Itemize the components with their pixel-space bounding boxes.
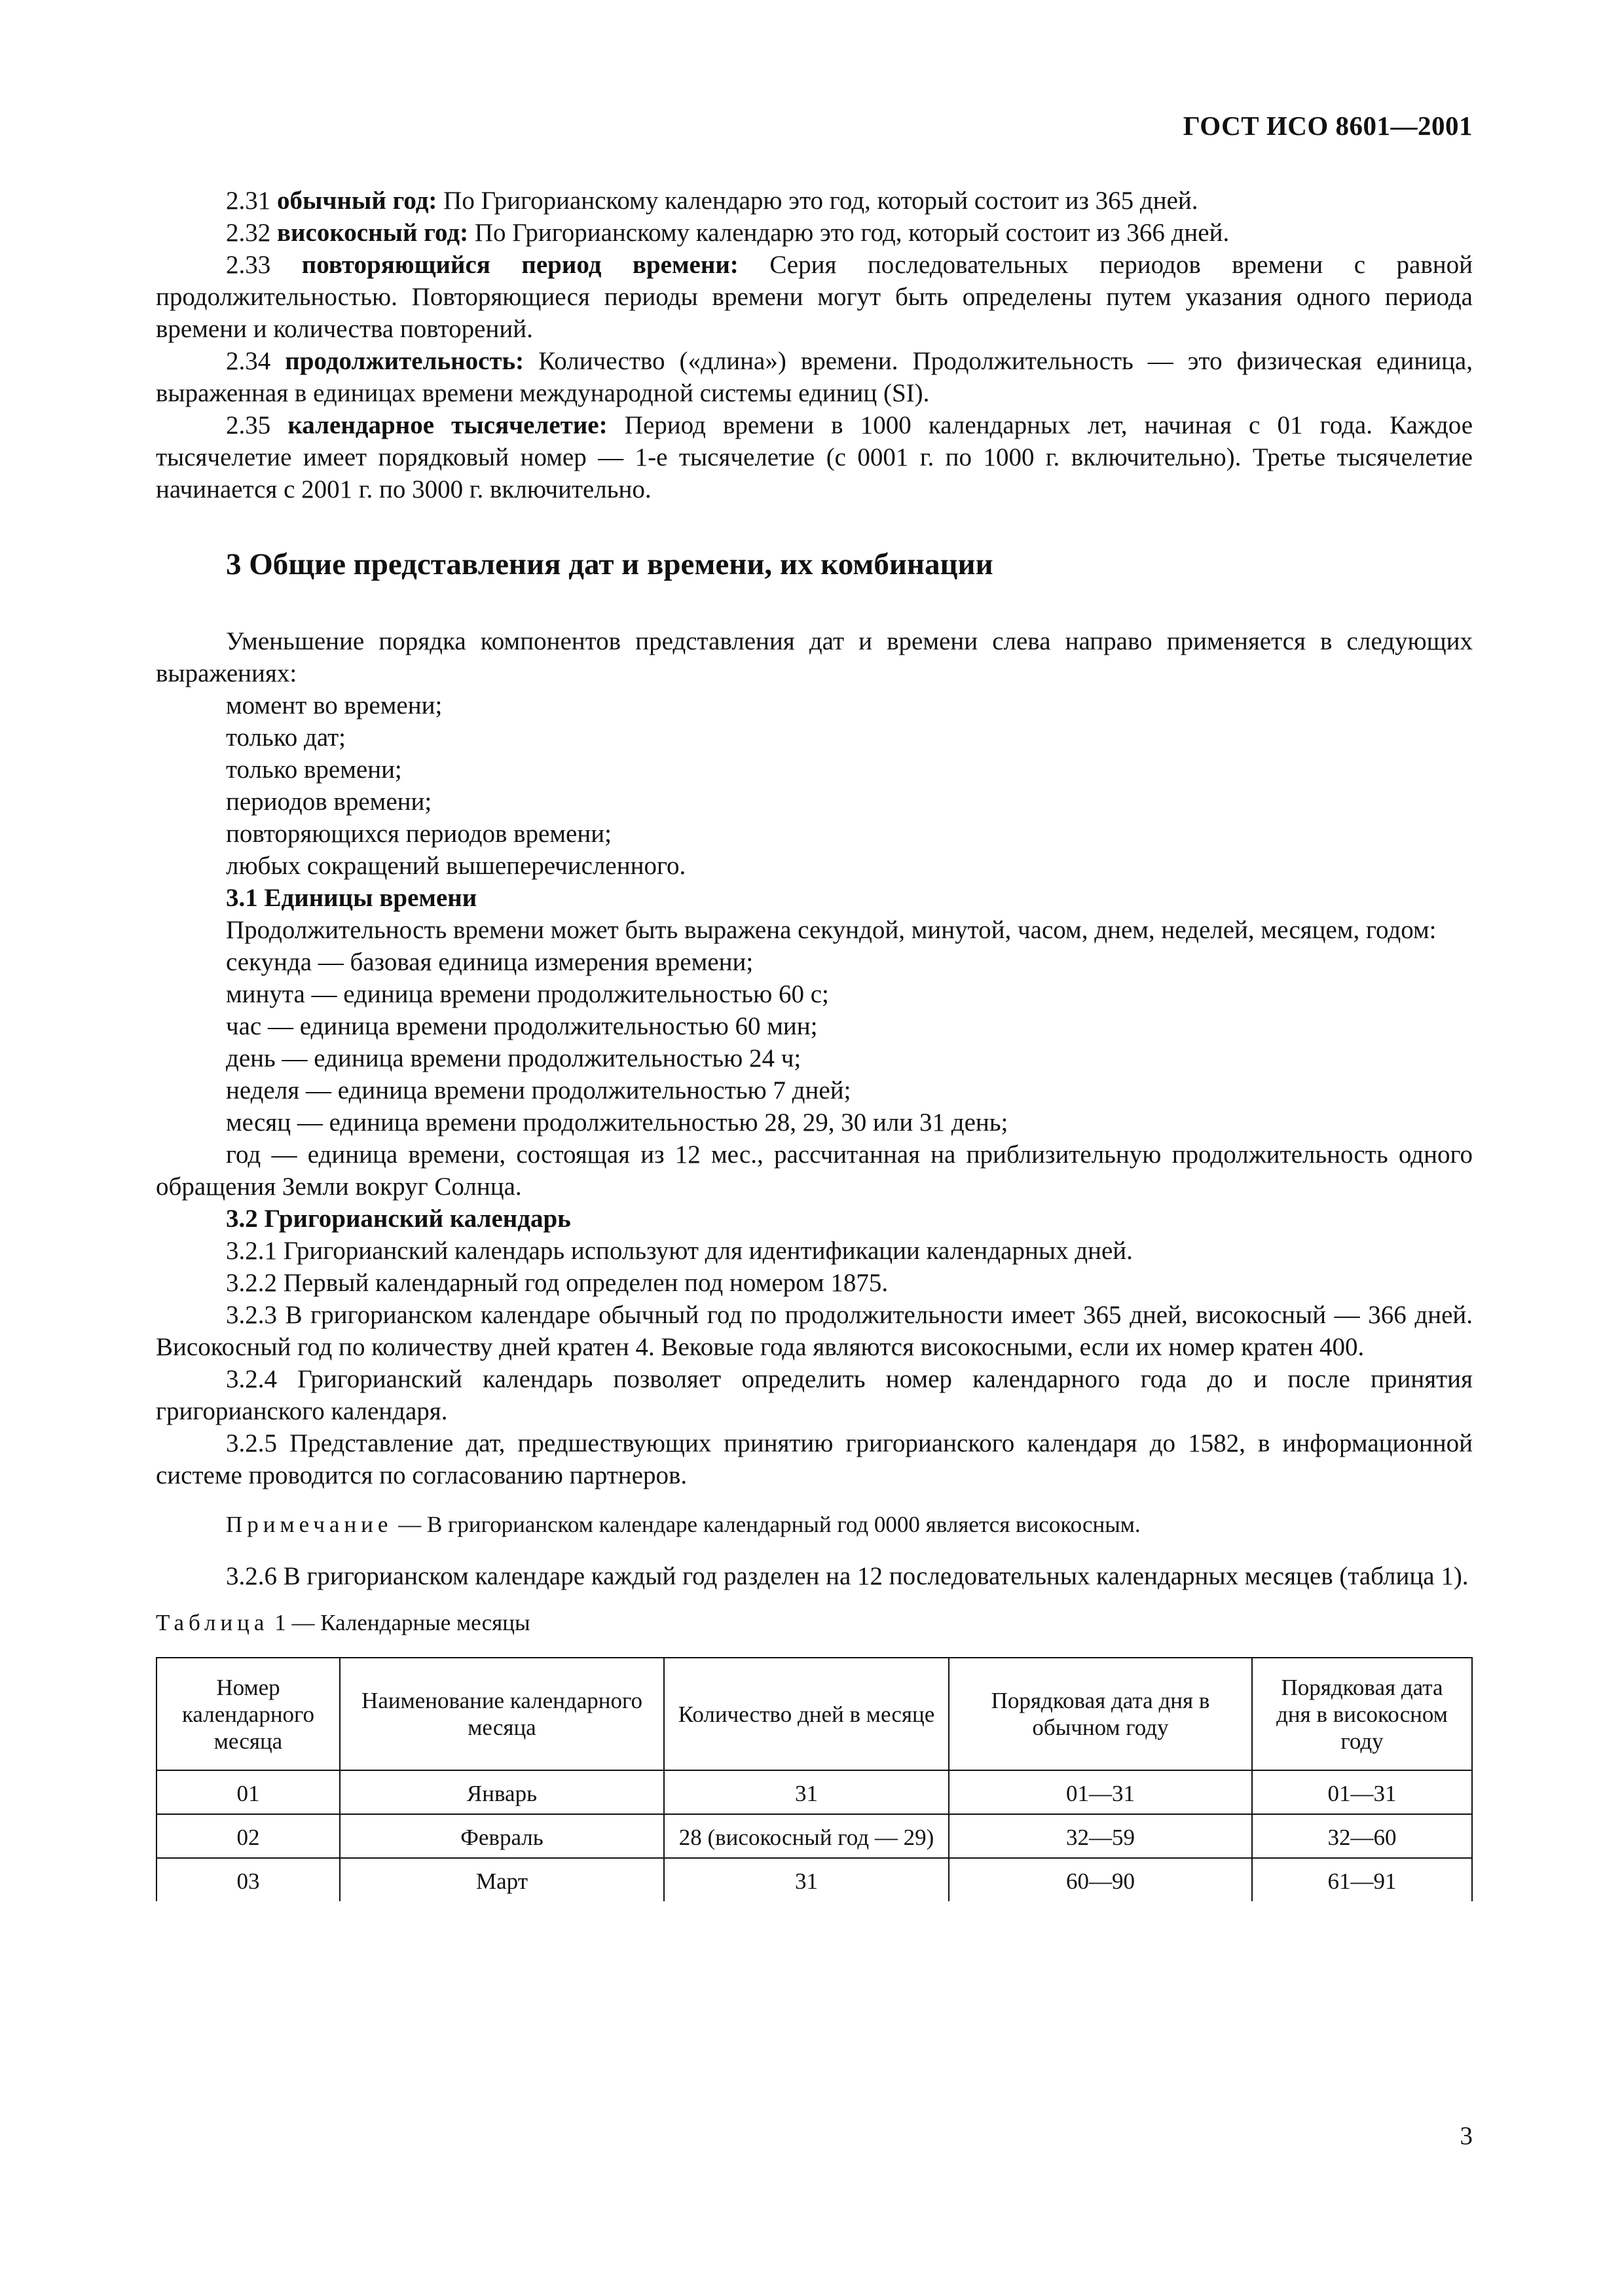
list-item: неделя — единица времени продолжительностью 7 дней;	[226, 1076, 851, 1104]
table-cell: Март	[340, 1858, 664, 1901]
list-item: только дат;	[226, 723, 346, 752]
table-cell: 01—31	[1252, 1770, 1472, 1814]
list-item: день — единица времени продолжительностью 24 ч;	[226, 1044, 802, 1072]
subsection-3-2-heading: 3.2 Григорианский календарь	[226, 1205, 571, 1233]
table-cell: Январь	[340, 1770, 664, 1814]
table-cell: 32—59	[949, 1814, 1252, 1858]
header-days-count: Количество дней в месяце	[664, 1658, 949, 1770]
definition-2-35: 2.35 календарное тысячелетие: Период времени в 1000 календарных лет, начиная с 01 года. Каждое тысячелетие имеет порядковый номер — 1-е тысячелетие (с 0001 г. по 1000 г. включительно). Третье тысячелетие начинается с 2001 г. по 3000 г. включительно.	[156, 411, 1473, 503]
table-cell: 61—91	[1252, 1858, 1472, 1901]
section-3-intro: Уменьшение порядка компонентов представления дат и времени слева направо применяется в следующих выражениях:	[156, 627, 1473, 687]
document-header: ГОСТ ИСО 8601—2001	[1183, 111, 1473, 141]
table-row	[157, 1858, 1472, 1901]
table-cell: Февраль	[340, 1814, 664, 1858]
list-item: периодов времени;	[226, 788, 432, 816]
paragraph-3-2-3: 3.2.3 В григорианском календаре обычный год по продолжительности имеет 365 дней, високосный — 366 дней. Високосный год по количеству дней кратен 4. Вековые года являются високосными, если их номер кратен 400.	[156, 1301, 1473, 1361]
list-item: год — единица времени, состоящая из 12 мес., рассчитанная на приблизительную продолжительность одного обращения Земли вокруг Солнца.	[156, 1140, 1473, 1201]
page-content	[156, 185, 1473, 1901]
table-cell: 60—90	[949, 1858, 1252, 1901]
paragraph-3-2-1: 3.2.1 Григорианский календарь используют для идентификации календарных дней.	[226, 1237, 1133, 1265]
list-item: секунда — базовая единица измерения времени;	[226, 948, 754, 976]
note: Примечание — В григорианском календаре календарный год 0000 является високосным.	[226, 1512, 1141, 1537]
table-header-row	[157, 1658, 1472, 1770]
list-item: минута — единица времени продолжительностью 60 с;	[226, 980, 829, 1008]
paragraph-3-2-4: 3.2.4 Григорианский календарь позволяет определить номер календарного года до и после принятия григорианского календаря.	[156, 1365, 1473, 1425]
table-cell: 03	[157, 1858, 340, 1901]
definition-2-33: 2.33 повторяющийся период времени: Серия последовательных периодов времени с равной продолжительностью. Повторяющиеся периоды времени могут быть определены путем указания одного периода времени и количества повторений.	[156, 251, 1473, 343]
table-cell: 32—60	[1252, 1814, 1472, 1858]
list-item: любых сокращений вышеперечисленного.	[226, 852, 686, 880]
definition-2-31: 2.31 обычный год: По Григорианскому календарю это год, который состоит из 365 дней.	[226, 187, 1198, 215]
list-item: только времени;	[226, 756, 402, 784]
table-cell: 01	[157, 1770, 340, 1814]
table-cell: 28 (високосный год — 29)	[664, 1814, 949, 1858]
list-item: час — единица времени продолжительностью 60 мин;	[226, 1012, 818, 1040]
header-ordinal-leap: Порядковая дата дня в високосном году	[1252, 1658, 1472, 1770]
subsection-3-1-heading: 3.1 Единицы времени	[226, 884, 477, 912]
table-cell: 02	[157, 1814, 340, 1858]
definition-2-34: 2.34 продолжительность: Количество («длина») времени. Продолжительность — это физическая единица, выраженная в единицах времени международной системы единиц (SI).	[156, 347, 1473, 407]
table-cell: 31	[664, 1770, 949, 1814]
paragraph-3-2-2: 3.2.2 Первый календарный год определен под номером 1875.	[226, 1269, 889, 1297]
table-caption: Таблица 1 — Календарные месяцы	[156, 1610, 530, 1635]
table-row	[157, 1814, 1472, 1858]
header-ordinal-common: Порядковая дата дня в обычном году	[949, 1658, 1252, 1770]
table-cell: 31	[664, 1858, 949, 1901]
subsection-3-1-intro: Продолжительность времени может быть выражена секундой, минутой, часом, днем, неделей, месяцем, годом:	[226, 916, 1437, 944]
list-item: месяц — единица времени продолжительностью 28, 29, 30 или 31 день;	[226, 1108, 1008, 1137]
table-cell: 01—31	[949, 1770, 1252, 1814]
calendar-months-table	[156, 1657, 1473, 1901]
definition-2-32: 2.32 високосный год: По Григорианскому календарю это год, который состоит из 366 дней.	[226, 219, 1230, 247]
header-month-number: Номер календарного месяца	[157, 1658, 340, 1770]
paragraph-3-2-6: 3.2.6 В григорианском календаре каждый год разделен на 12 последовательных календарных месяцев (таблица 1).	[226, 1562, 1469, 1590]
header-month-name: Наименование календарного месяца	[340, 1658, 664, 1770]
list-item: повторяющихся периодов времени;	[226, 820, 612, 848]
list-item: момент во времени;	[226, 691, 443, 720]
table-row	[157, 1770, 1472, 1814]
section-3-heading: 3 Общие представления дат и времени, их комбинации	[226, 547, 993, 581]
page-number: 3	[1460, 2122, 1473, 2150]
paragraph-3-2-5: 3.2.5 Представление дат, предшествующих принятию григорианского календаря до 1582, в информационной системе проводится по согласованию партнеров.	[156, 1429, 1473, 1489]
